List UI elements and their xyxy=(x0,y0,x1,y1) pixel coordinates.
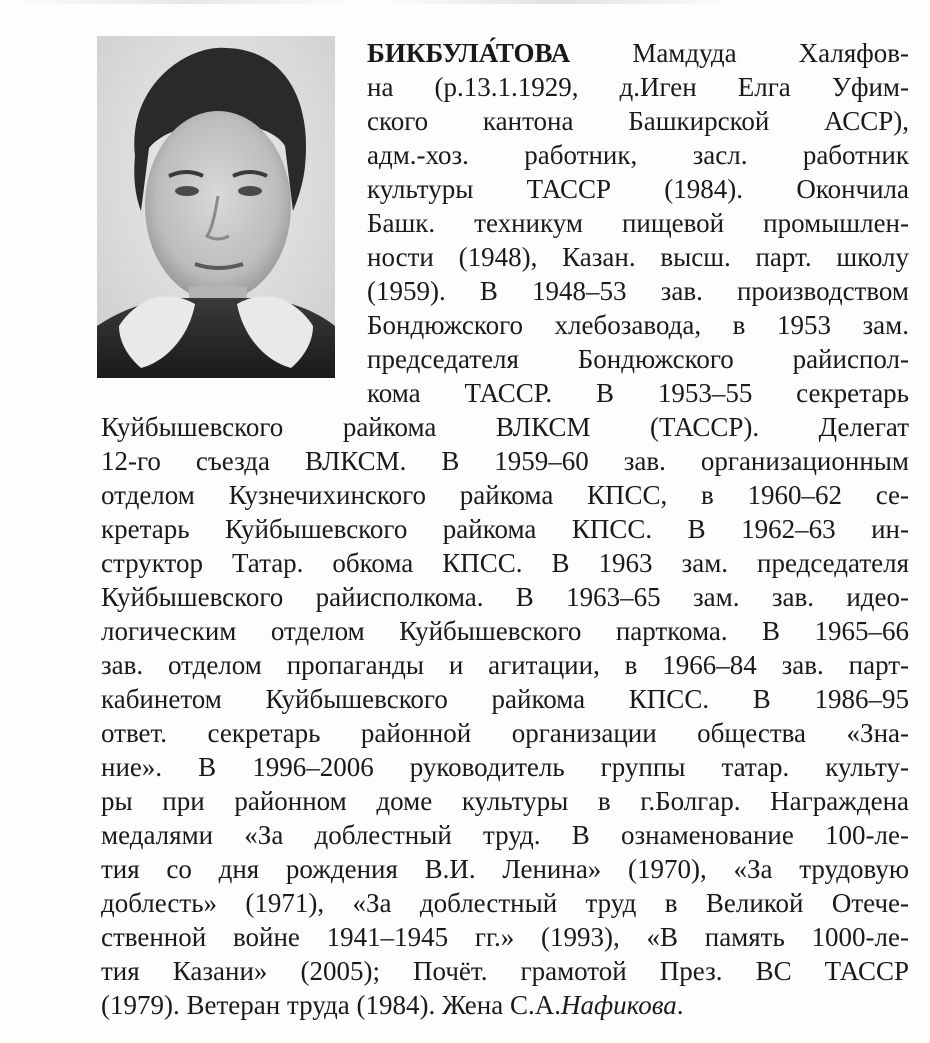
text-line-21: ответ. секретарь районной организации общества «Зна- xyxy=(101,718,909,748)
text-line-16: структор Татар. обкома КПСС. В 1963 зам. председателя xyxy=(101,548,909,578)
text-line-11: кома ТАССР. В 1953–55 секретарь xyxy=(367,378,909,408)
text-line-29 xyxy=(101,988,909,1022)
entry-surname: БИКБУЛА́ТОВА xyxy=(367,38,571,68)
text-line-25: тия со дня рождения В.И. Ленина» (1970), «За трудовую xyxy=(101,854,909,884)
entry-line-1-rest: Мамдуда Халяфов- xyxy=(632,38,909,68)
text-line-3: ского кантона Башкирской АССР), xyxy=(367,106,909,136)
text-line-18: логическим отделом Куйбышевского парткома. В 1965–66 xyxy=(101,616,909,646)
portrait-image xyxy=(97,36,335,378)
text-line-10: председателя Бондюжского райиспол- xyxy=(367,344,909,374)
text-line-7: ности (1948), Казан. высш. парт. школу xyxy=(367,242,909,272)
text-line-22: ние». В 1996–2006 руководитель группы татар. культу- xyxy=(101,752,909,782)
text-line-26: доблесть» (1971), «За доблестный труд в Великой Отече- xyxy=(101,888,909,918)
text-line-9: Бондюжского хлебозавода, в 1953 зам. xyxy=(367,310,909,340)
text-line-4: адм.-хоз. работник, засл. работник xyxy=(367,140,909,170)
text-line-19: зав. отделом пропаганды и агитации, в 1966–84 зав. парт- xyxy=(101,650,909,680)
text-line-17: Куйбышевского райисполкома. В 1963–65 зам. зав. идео- xyxy=(101,582,909,612)
last-line-text: (1979). Ветеран труда (1984). Жена С.А. xyxy=(101,990,561,1020)
text-line-5: культуры ТАССР (1984). Окончила xyxy=(367,174,909,204)
top-edge-strip xyxy=(0,0,930,4)
text-line-15: кретарь Куйбышевского райкома КПСС. В 1962–63 ин- xyxy=(101,514,909,544)
portrait-photo xyxy=(97,36,335,378)
last-line-end: . xyxy=(676,990,684,1020)
text-line-27: ственной войне 1941–1945 гг.» (1993), «В память 1000-ле- xyxy=(101,922,909,952)
text-line-1 xyxy=(367,36,909,70)
text-line-13: 12-го съезда ВЛКСМ. В 1959–60 зав. организационным xyxy=(101,446,909,476)
text-line-20: кабинетом Куйбышевского райкома КПСС. В 1986–95 xyxy=(101,684,909,714)
text-line-14: отделом Кузнечихинского райкома КПСС, в 1960–62 се- xyxy=(101,480,909,510)
text-line-8: (1959). В 1948–53 зав. производством xyxy=(367,276,909,306)
text-line-6: Башк. техникум пищевой промышлен- xyxy=(367,208,909,238)
text-line-28: тия Казани» (2005); Почёт. грамотой През. ВС ТАССР xyxy=(101,956,909,986)
text-line-12: Куйбышевского райкома ВЛКСМ (ТАССР). Делегат xyxy=(101,412,909,442)
text-line-24: медалями «За доблестный труд. В ознаменование 100-ле- xyxy=(101,820,909,850)
text-line-2: на (р.13.1.1929, д.Иген Елга Уфим- xyxy=(367,72,909,102)
text-line-23: ры при районном доме культуры в г.Болгар. Награждена xyxy=(101,786,909,816)
spouse-name-link: Нафикова xyxy=(560,990,677,1020)
